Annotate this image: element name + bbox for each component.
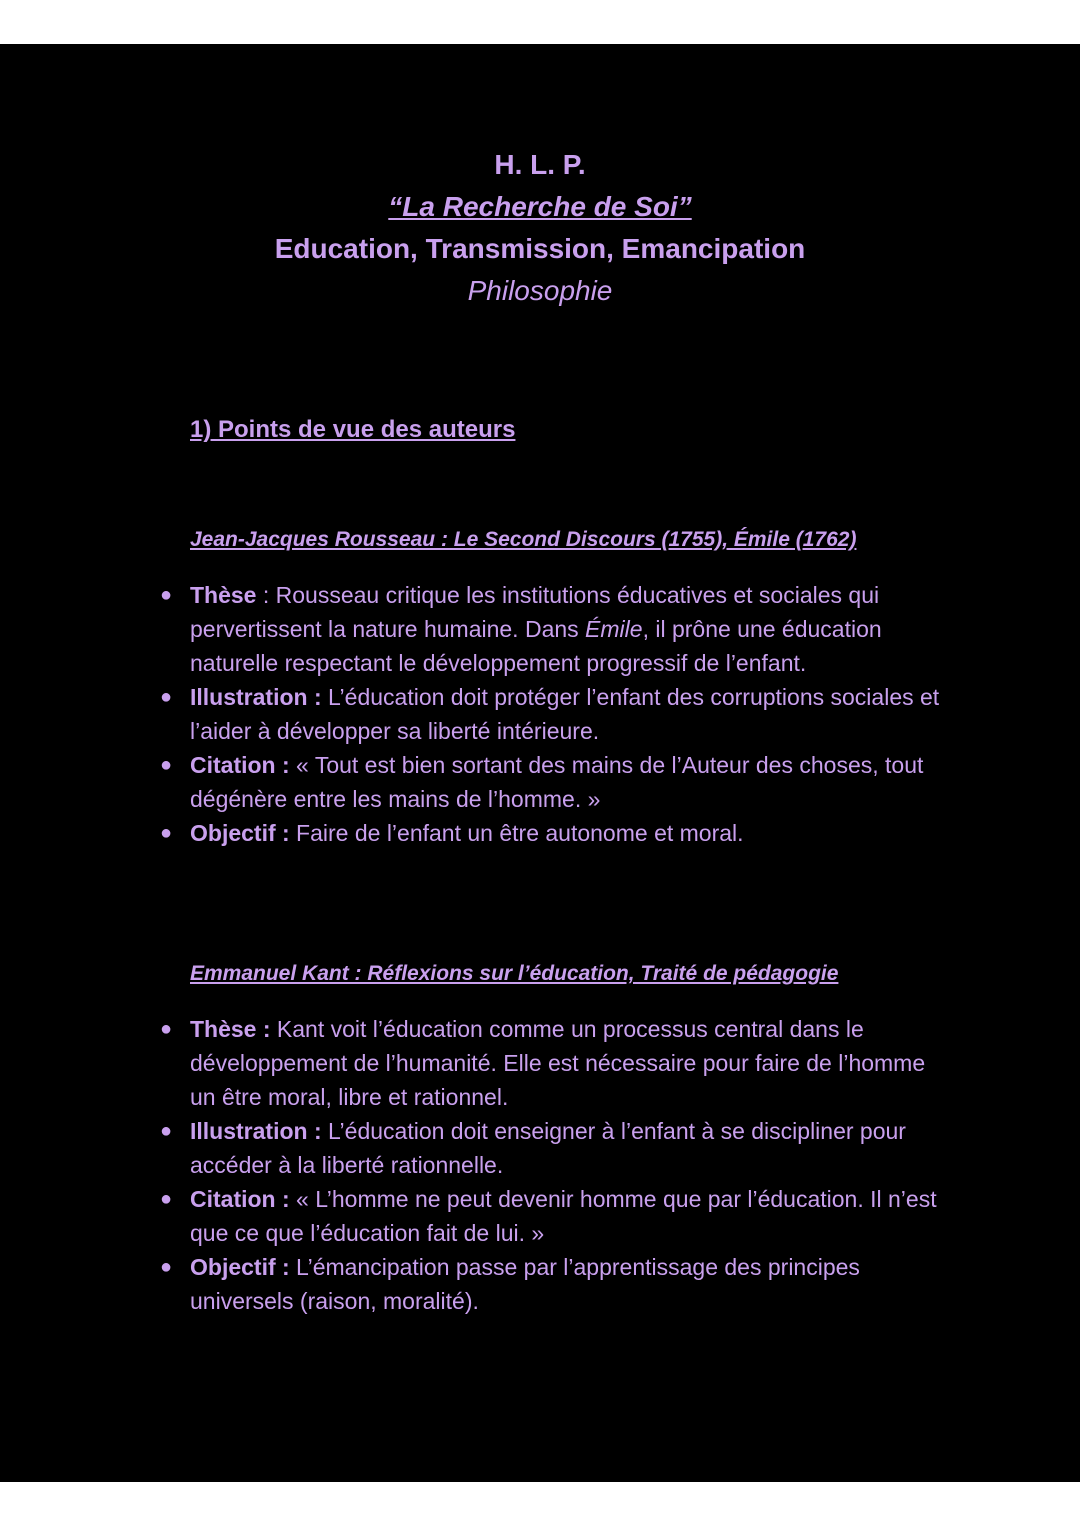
point-text: Kant voit l’éducation comme un processus central dans le développement de l’humanité. Elle est nécessaire pour faire de l’homme un être moral, libre et rationnel. bbox=[190, 1016, 926, 1110]
bullet-icon: ● bbox=[160, 1256, 173, 1278]
bullet-icon: ● bbox=[160, 686, 173, 708]
point-label: Thèse bbox=[190, 582, 257, 608]
point-emphasis: Émile bbox=[585, 616, 643, 642]
point-text: , il prône une éducation naturelle respectant le développement progressif de l’enfant. bbox=[190, 616, 882, 676]
bullet-icon: ● bbox=[160, 754, 173, 776]
section-heading: 1) Points de vue des auteurs bbox=[190, 416, 516, 443]
point-label: Illustration : bbox=[190, 1118, 322, 1144]
point-label: Citation : bbox=[190, 752, 290, 778]
point-label: Illustration : bbox=[190, 684, 322, 710]
point-text: « Tout est bien sortant des mains de l’Auteur des choses, tout dégénère entre les mains de l’homme. » bbox=[190, 752, 924, 812]
author-heading-rousseau: Jean-Jacques Rousseau : Le Second Discours (1755), Émile (1762) bbox=[190, 528, 857, 551]
list-item bbox=[160, 1250, 950, 1318]
course-title: H. L. P. bbox=[494, 149, 586, 180]
theme-title: “La Recherche de Soi” bbox=[388, 191, 692, 222]
title-block bbox=[0, 144, 1080, 312]
point-label: Thèse : bbox=[190, 1016, 271, 1042]
bullet-icon: ● bbox=[160, 1120, 173, 1142]
point-text: Rousseau critique les institutions éducatives et sociales qui pervertissent la nature humaine. Dans bbox=[190, 582, 880, 642]
point-text: L’éducation doit protéger l’enfant des corruptions sociales et l’aider à développer sa liberté intérieure. bbox=[190, 684, 940, 744]
list-item bbox=[160, 1012, 950, 1114]
kant-points bbox=[160, 1012, 950, 1318]
list-item bbox=[160, 1114, 950, 1182]
bullet-icon: ● bbox=[160, 822, 173, 844]
point-text: L’éducation doit enseigner à l’enfant à se discipliner pour accéder à la liberté rationnelle. bbox=[190, 1118, 906, 1178]
point-label: Objectif : bbox=[190, 820, 290, 846]
bullet-icon: ● bbox=[160, 584, 173, 606]
document-page bbox=[0, 44, 1080, 1482]
subtitle: Education, Transmission, Emancipation bbox=[274, 233, 806, 264]
list-item bbox=[160, 816, 950, 850]
bullet-icon: ● bbox=[160, 1188, 173, 1210]
point-text: L’émancipation passe par l’apprentissage des principes universels (raison, moralité). bbox=[190, 1254, 860, 1314]
bullet-icon: ● bbox=[160, 1018, 173, 1040]
list-item bbox=[160, 578, 950, 680]
point-label: Objectif : bbox=[190, 1254, 290, 1280]
rousseau-points bbox=[160, 578, 950, 850]
point-text: Faire de l’enfant un être autonome et moral. bbox=[289, 820, 744, 846]
list-item bbox=[160, 680, 950, 748]
point-label: Citation : bbox=[190, 1186, 290, 1212]
list-item bbox=[160, 748, 950, 816]
discipline: Philosophie bbox=[467, 275, 613, 306]
list-item bbox=[160, 1182, 950, 1250]
point-text: « L’homme ne peut devenir homme que par l’éducation. Il n’est que ce que l’éducation fait de lui. » bbox=[190, 1186, 937, 1246]
author-heading-kant: Emmanuel Kant : Réflexions sur l’éducation, Traité de pédagogie bbox=[190, 962, 839, 985]
point-separator: : bbox=[256, 582, 276, 608]
